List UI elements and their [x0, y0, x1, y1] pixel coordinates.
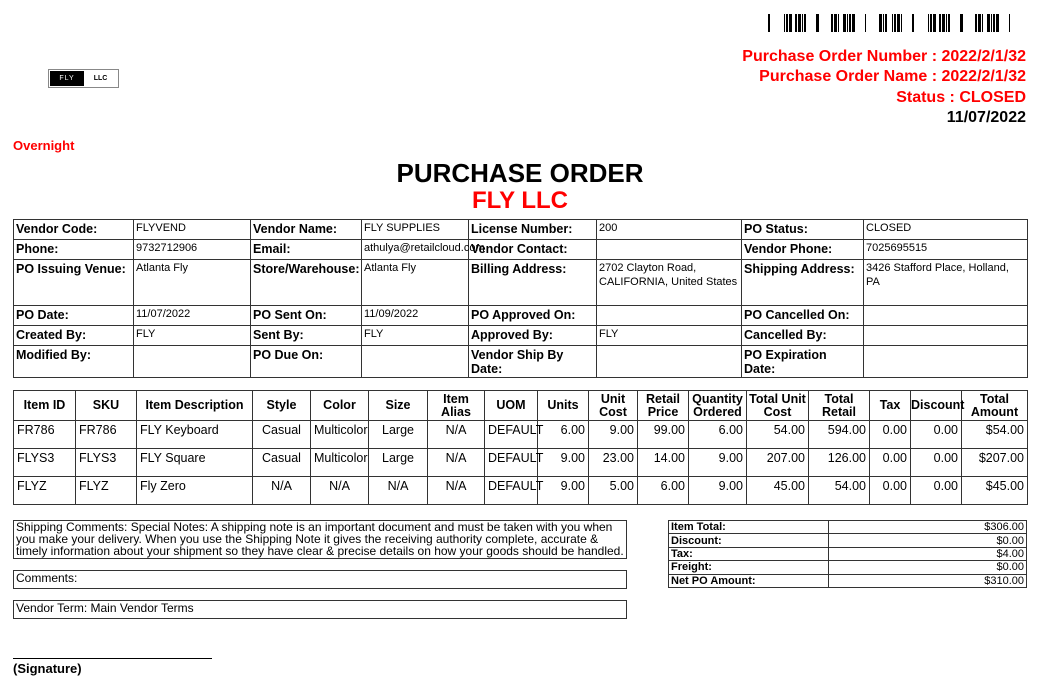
totals-table: [668, 520, 1027, 588]
table-cell: $54.00: [962, 421, 1028, 449]
barcode-bar: [991, 14, 992, 32]
table-row: [14, 477, 1028, 505]
table-cell: FR786: [14, 421, 76, 449]
table-cell: 594.00: [809, 421, 870, 449]
info-label: Billing Address:: [469, 260, 597, 306]
table-cell: 9.00: [589, 421, 638, 449]
info-label: Created By:: [14, 326, 134, 346]
table-cell: 14.00: [638, 449, 689, 477]
info-label: License Number:: [469, 220, 597, 240]
table-cell: FLYZ: [14, 477, 76, 505]
info-row: [14, 260, 1028, 306]
info-value: [864, 326, 1028, 346]
comments-field: Comments:: [13, 570, 627, 589]
po-number: Purchase Order Number : 2022/2/1/32: [742, 48, 1026, 65]
table-cell: N/A: [428, 421, 485, 449]
barcode-bar: [838, 14, 839, 32]
info-value: 2702 Clayton Road, CALIFORNIA, United States: [597, 260, 742, 306]
info-row: [14, 326, 1028, 346]
barcode-bar: [843, 14, 846, 32]
table-cell: FLYS3: [76, 449, 137, 477]
table-cell: 126.00: [809, 449, 870, 477]
barcode: [762, 14, 1012, 32]
info-value: 200: [597, 220, 742, 240]
totals-value: $4.00: [829, 547, 1027, 560]
barcode-bar: [879, 14, 882, 32]
company-logo: [48, 69, 119, 88]
totals-label: Discount:: [669, 534, 829, 547]
info-label: PO Cancelled On:: [742, 306, 864, 326]
info-label: Vendor Contact:: [469, 240, 597, 260]
barcode-bar: [784, 14, 785, 32]
column-header: Total Unit Cost: [747, 391, 809, 421]
table-cell: 45.00: [747, 477, 809, 505]
totals-label: Item Total:: [669, 521, 829, 534]
column-header: Retail Price: [638, 391, 689, 421]
info-label: PO Date:: [14, 306, 134, 326]
info-value: [134, 346, 251, 378]
po-status: Status : CLOSED: [896, 89, 1026, 106]
info-label: PO Status:: [742, 220, 864, 240]
column-header: Discount: [911, 391, 962, 421]
info-value: FLY: [362, 326, 469, 346]
table-cell: 9.00: [689, 477, 747, 505]
barcode-bar: [978, 14, 981, 32]
table-cell: 0.00: [870, 449, 911, 477]
column-header: Size: [369, 391, 428, 421]
table-cell: Casual: [253, 421, 311, 449]
table-row: [14, 449, 1028, 477]
column-header: Total Amount: [962, 391, 1028, 421]
barcode-bar: [847, 14, 848, 32]
table-cell: FLY Square: [137, 449, 253, 477]
barcode-bar: [804, 14, 806, 32]
table-cell: N/A: [428, 449, 485, 477]
info-label: Phone:: [14, 240, 134, 260]
table-cell: 54.00: [747, 421, 809, 449]
info-value: athulya@retailcloud.com: [362, 240, 469, 260]
logo-left: FLY: [50, 71, 84, 86]
totals-row: [669, 547, 1027, 560]
barcode-bar: [939, 14, 941, 32]
table-cell: 6.00: [538, 421, 589, 449]
barcode-bar: [960, 14, 963, 32]
barcode-bar: [948, 14, 950, 32]
column-header: Color: [311, 391, 369, 421]
barcode-bar: [912, 14, 914, 32]
barcode-bar: [1009, 14, 1010, 32]
table-cell: 9.00: [538, 477, 589, 505]
table-cell: 0.00: [911, 449, 962, 477]
table-cell: Fly Zero: [137, 477, 253, 505]
table-cell: 99.00: [638, 421, 689, 449]
po-name: Purchase Order Name : 2022/2/1/32: [759, 68, 1026, 85]
table-cell: FLYS3: [14, 449, 76, 477]
table-cell: 6.00: [638, 477, 689, 505]
barcode-bar: [885, 14, 887, 32]
barcode-bar: [946, 14, 947, 32]
info-value: [597, 306, 742, 326]
totals-label: Freight:: [669, 561, 829, 574]
po-date: 11/07/2022: [946, 109, 1026, 126]
vendor-term: Vendor Term: Main Vendor Terms: [13, 600, 627, 619]
table-cell: 9.00: [538, 449, 589, 477]
info-row: [14, 240, 1028, 260]
barcode-bar: [987, 14, 990, 32]
logo-right: LLC: [93, 75, 108, 82]
info-value: CLOSED: [864, 220, 1028, 240]
info-label: PO Expiration Date:: [742, 346, 864, 378]
column-header: Total Retail: [809, 391, 870, 421]
barcode-bar: [786, 14, 788, 32]
table-cell: N/A: [369, 477, 428, 505]
table-cell: Large: [369, 449, 428, 477]
barcode-bar: [802, 14, 803, 32]
info-label: Vendor Name:: [251, 220, 362, 240]
barcode-bar: [993, 14, 995, 32]
table-cell: DEFAULT: [485, 449, 538, 477]
table-cell: Large: [369, 421, 428, 449]
barcode-bar: [816, 14, 819, 32]
table-cell: $45.00: [962, 477, 1028, 505]
barcode-bar: [897, 14, 900, 32]
info-label: Cancelled By:: [742, 326, 864, 346]
page-title: PURCHASE ORDER: [396, 158, 644, 188]
shipping-comments: Shipping Comments: Special Notes: A shipping note is an important document and must be taken with you when you make your delivery. When you use the Shipping Note it gives the receiving authority complete, accurate & timely information about your shipment so they have clear & precise details on how your goods should be handled.: [13, 520, 627, 559]
po-info-table: [13, 219, 1028, 378]
info-row: [14, 306, 1028, 326]
info-value: 7025695515: [864, 240, 1028, 260]
info-label: Email:: [251, 240, 362, 260]
table-cell: Multicolor: [311, 449, 369, 477]
column-header: Item Description: [137, 391, 253, 421]
info-label: Vendor Code:: [14, 220, 134, 240]
signature-line: [13, 658, 212, 659]
column-header: Item ID: [14, 391, 76, 421]
shipping-method: Overnight: [13, 138, 75, 153]
info-value: FLY: [134, 326, 251, 346]
totals-label: Tax:: [669, 547, 829, 560]
table-cell: 5.00: [589, 477, 638, 505]
info-label: PO Issuing Venue:: [14, 260, 134, 306]
company-name: FLY LLC: [471, 187, 568, 214]
barcode-bar: [942, 14, 945, 32]
table-cell: FLYZ: [76, 477, 137, 505]
column-header: Tax: [870, 391, 911, 421]
barcode-bar: [852, 14, 855, 32]
info-value: 11/07/2022: [134, 306, 251, 326]
table-cell: N/A: [253, 477, 311, 505]
info-value: Atlanta Fly: [362, 260, 469, 306]
barcode-bar: [798, 14, 801, 32]
column-header: Item Alias: [428, 391, 485, 421]
table-cell: N/A: [311, 477, 369, 505]
barcode-bar: [982, 14, 983, 32]
barcode-bar: [795, 14, 797, 32]
totals-row: [669, 521, 1027, 534]
info-row: [14, 346, 1028, 378]
info-label: Approved By:: [469, 326, 597, 346]
table-cell: DEFAULT: [485, 477, 538, 505]
info-row: [14, 220, 1028, 240]
totals-row: [669, 561, 1027, 574]
barcode-bar: [789, 14, 792, 32]
table-cell: DEFAULT: [485, 421, 538, 449]
totals-label: Net PO Amount:: [669, 574, 829, 587]
barcode-bar: [849, 14, 851, 32]
table-cell: 207.00: [747, 449, 809, 477]
table-cell: 23.00: [589, 449, 638, 477]
info-value: FLYVEND: [134, 220, 251, 240]
table-cell: 0.00: [870, 477, 911, 505]
totals-row: [669, 574, 1027, 587]
info-label: Vendor Ship By Date:: [469, 346, 597, 378]
info-value: [597, 240, 742, 260]
barcode-bar: [883, 14, 884, 32]
table-cell: Casual: [253, 449, 311, 477]
info-label: PO Approved On:: [469, 306, 597, 326]
info-value: [362, 346, 469, 378]
table-cell: FLY Keyboard: [137, 421, 253, 449]
info-label: Modified By:: [14, 346, 134, 378]
totals-value: $0.00: [829, 561, 1027, 574]
table-cell: 9.00: [689, 449, 747, 477]
totals-value: $310.00: [829, 574, 1027, 587]
barcode-bar: [834, 14, 837, 32]
info-label: Vendor Phone:: [742, 240, 864, 260]
info-label: PO Due On:: [251, 346, 362, 378]
column-header: Quantity Ordered: [689, 391, 747, 421]
barcode-bar: [768, 14, 770, 32]
table-cell: N/A: [428, 477, 485, 505]
column-header: Style: [253, 391, 311, 421]
barcode-bar: [892, 14, 893, 32]
totals-value: $0.00: [829, 534, 1027, 547]
info-label: PO Sent On:: [251, 306, 362, 326]
table-cell: FR786: [76, 421, 137, 449]
barcode-bar: [930, 14, 932, 32]
table-cell: Multicolor: [311, 421, 369, 449]
info-label: Store/Warehouse:: [251, 260, 362, 306]
info-label: Sent By:: [251, 326, 362, 346]
info-value: FLY SUPPLIES: [362, 220, 469, 240]
info-value: 11/09/2022: [362, 306, 469, 326]
barcode-bar: [894, 14, 896, 32]
barcode-bar: [831, 14, 833, 32]
barcode-bar: [901, 14, 902, 32]
table-cell: 54.00: [809, 477, 870, 505]
column-header: SKU: [76, 391, 137, 421]
table-cell: 6.00: [689, 421, 747, 449]
signature-label: (Signature): [13, 661, 82, 676]
info-value: [864, 346, 1028, 378]
info-value: [597, 346, 742, 378]
barcode-bar: [865, 14, 866, 32]
info-value: Atlanta Fly: [134, 260, 251, 306]
barcode-bar: [933, 14, 936, 32]
barcode-bar: [928, 14, 929, 32]
info-value: 9732712906: [134, 240, 251, 260]
totals-value: $306.00: [829, 521, 1027, 534]
column-header: UOM: [485, 391, 538, 421]
info-label: Shipping Address:: [742, 260, 864, 306]
barcode-bar: [996, 14, 999, 32]
table-cell: 0.00: [870, 421, 911, 449]
barcode-bar: [975, 14, 977, 32]
info-value: FLY: [597, 326, 742, 346]
info-value: [864, 306, 1028, 326]
column-header: Units: [538, 391, 589, 421]
column-header: Unit Cost: [589, 391, 638, 421]
totals-row: [669, 534, 1027, 547]
table-cell: 0.00: [911, 477, 962, 505]
table-cell: $207.00: [962, 449, 1028, 477]
items-table: [13, 390, 1028, 505]
table-cell: 0.00: [911, 421, 962, 449]
table-row: [14, 421, 1028, 449]
info-value: 3426 Stafford Place, Holland, PA: [864, 260, 1028, 306]
